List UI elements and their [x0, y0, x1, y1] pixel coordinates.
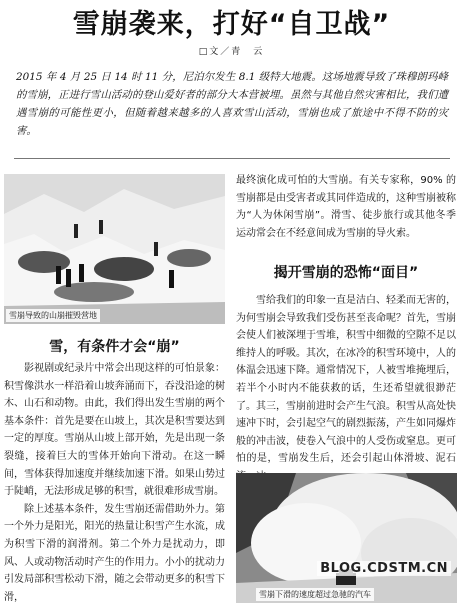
byline: □文／青 云: [198, 47, 265, 57]
paragraph: 除上述基本条件，发生雪崩还需借助外力。第一个外力是阳光，阳光的热量让积雪产生水流，成为积雪下滑的润滑剂。第二个外力是扰动力，即风、人或动物活动时产生的作用力。小小的扰动力引发局部积雪松动下滑，随之会带动更多的积雪下滑，: [4, 503, 225, 603]
section-heading: 揭开雪崩的恐怖“面目”: [273, 265, 419, 281]
avalanche-car-photo: [236, 473, 457, 603]
lead-paragraph: 2015 年 4 月 25 日 14 时 11 分，尼泊尔发生 8.1 级特大地震。这场地震导致了珠穆朗玛峰的雪崩，正进行雪山活动的登山爱好者的部分大本营被埋。虽然与其他自然灾害相比，我们遭遇雪崩的可能性更小，但随着越来越多的人喜欢雪山活动，雪崩也成了旅途中不得不防的灾害。: [16, 71, 448, 137]
paragraph: 影视剧或纪录片中常会出现这样的可怕景象：积雪像洪水一样沿着山坡奔涌而下，吞没沿途的树木、山石和动物。由此，我们得出发生雪崩的两个基本条件：首先是要在山坡上，其次是积雪要达到一定的厚度。雪崩从山坡上部开始，先是出现一条裂缝，接着巨大的雪体开始向下滑动。在这一瞬间，雪体获得加速度并继续加速下滑。如果山势过于陡峭，无法形成足够的积雪，就很难形成雪崩。: [4, 363, 225, 498]
paragraph: 雪给我们的印象一直是洁白、轻柔而无害的，为何雪崩会导致我们受伤甚至丧命呢？首先，雪崩会使人们被深埋于雪堆，积雪中细微的空隙不足以维持人的呼吸。其次，在冰冷的积雪环境中，人的体温会迅速下降。通常情况下，人被雪堆掩埋后，若半个小时内不能获救的话，生还希望就很渺茫了。其三，雪崩前进时会产生气浪。积雪从高处快速冲下时，会引起空气的剧烈振荡，产生如同爆炸般的冲击波，使卷入气浪中的人受伤或窒息。更可怕的是，雪崩发生后，还会引起山体滑坡、泥石: [236, 295, 456, 465]
photo-caption: 雪崩下滑的速度超过急驰的汽车: [256, 588, 374, 601]
right-column-top: [236, 172, 456, 242]
watermark: BLOG.CDSTM.CN: [317, 561, 451, 576]
divider: [14, 158, 450, 159]
avalanche-camp-photo: [4, 174, 225, 324]
section-heading: 雪，有条件才会“崩”: [49, 339, 180, 355]
article-title: 雪崩袭来，打好“自卫战”: [72, 9, 391, 40]
photo-caption: 雪崩导致的山崩摧毁营地: [6, 309, 100, 322]
paragraph: 最终演化成可怕的大雪崩。有关专家称，90% 的雪崩都是由受害者或其同伴造成的，这种雪崩被称为“人为休闲雪崩”。滑雪、徒步旅行或其他冬季运动常会在不经意间成为雪崩的导火索。: [236, 175, 456, 239]
left-column: [4, 360, 225, 606]
right-column-body: [236, 292, 456, 486]
